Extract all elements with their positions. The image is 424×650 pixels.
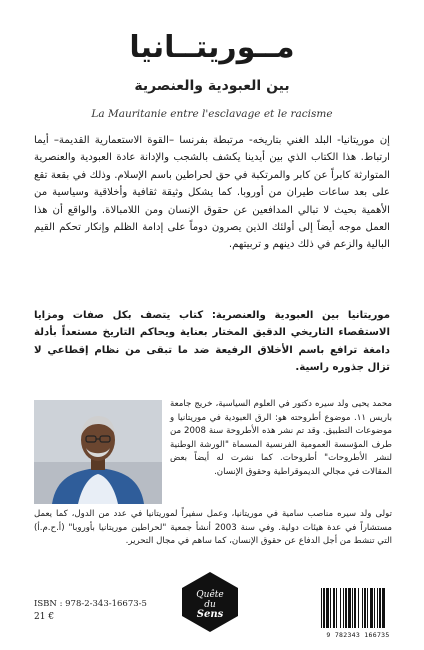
- barcode-bar: [323, 588, 325, 628]
- barcode-bar: [345, 588, 347, 628]
- barcode-bar: [382, 588, 385, 628]
- barcode-bar: [358, 588, 359, 628]
- isbn-label: ISBN : 978-2-343-16673-5: [34, 599, 147, 609]
- barcode-bar: [367, 588, 368, 628]
- barcode-bar: [343, 588, 344, 628]
- blurb-paragraph-1: إن موريتانيا- البلد الغني بتاريخه- مرتبطة بفرنسا –القوة الاستعمارية القديمة– أيما ارتباط. هذا الكتاب الذي بين أيدينا يكشف بالشجب والإدانة عادة العبودية والعنصرية المتوارثة كابراً عن كابر والمرتكبة في حق لحراطين باسم الإسلام. وذلك في بقعة تقع على بعد ساعات طيران من أوروبا. كما يشكل وثيقة ثقافية وأخلاقية وسياسية من الأهمية بحيث لا تبالي المدافعين عن حقوق الإنسان ومن اللامبالاة. والواقع أن هذا العمل موجه أيضاً إلى أولئك الذين يصرون دوماً على إدامة الظلم وإنكار تحكم القيم البالية والزعم في ذلك دينهم و تربيتهم.: [34, 135, 390, 251]
- barcode-bar: [354, 588, 356, 628]
- barcode-bar: [379, 588, 381, 628]
- author-portrait-image: [34, 400, 162, 504]
- barcode-bar: [333, 588, 335, 628]
- publisher-logo-line-2: du: [204, 600, 216, 610]
- book-subtitle-french: La Mauritanie entre l'esclavage et le racisme: [91, 108, 333, 120]
- barcode-bar: [370, 588, 373, 628]
- barcode-bars: [318, 586, 398, 630]
- book-subtitle-arabic: بين العبودية والعنصرية: [134, 78, 290, 94]
- author-bio-bottom: تولى ولد سيره مناصب سامية في موريتانيا، وعمل سفيراً لموريتانيا في عدد من الدول، كما يعمل مستشاراً في عدة هيئات دولية. وفي سنة 2003 أنشأ جمعية "لحراطين موريتانيا بأوروبا" (أ.ح.م.أ) التي تنشط من أجل الدفاع عن حقوق الإنسان، كما ساهم في مجال التحرير.: [34, 509, 393, 547]
- barcode-bar: [364, 588, 366, 628]
- barcode-bar: [374, 588, 375, 628]
- author-photo: [34, 400, 162, 504]
- barcode-bar: [330, 588, 331, 628]
- barcode-bar: [348, 588, 351, 628]
- barcode: [318, 586, 398, 630]
- book-title: مــوريتــانيا: [129, 30, 295, 65]
- barcode-bar: [326, 588, 329, 628]
- barcode-bar: [362, 588, 363, 628]
- barcode-bar: [336, 588, 337, 628]
- publisher-logo-line-3: Sens: [196, 609, 224, 620]
- publisher-logo-line-1: Quête: [196, 590, 224, 600]
- blurb-paragraph-2: موريتانيا بين العبودية والعنصرية: كتاب يتصف بكل صفات ومزايا الاستقصاء التاريخي الدقيق المختار بعناية ويحاكم التاريخ مستعداً بأدلة دامغة ترافع باسم الأخلاق الرفيعة ضد ما تبقى من نظام إقطاعي لا تزال جذوره راسية.: [34, 310, 390, 374]
- price-label: 21 €: [34, 612, 55, 622]
- barcode-bar: [377, 588, 378, 628]
- publisher-logo-text: [186, 590, 234, 620]
- author-bio-top: محمد يحيى ولد سيره دكتور في العلوم السياسية، خريج جامعة باريس ١١. موضوع أطروحته هو: الرق العبودية في موريتانيا و موضوعات التطبيق. وقد تم نشر هذه الأطروحة سنة 2008 من طرف المؤسسة العمومية الفرنسية المسماة "الورشة الوطنية لنشر الأطروحات" أطروحات. كما نشرت له أيضاً بعض المقالات في مجالي الديموقراطية وحقوق الإنسان.: [170, 399, 392, 477]
- barcode-bar: [321, 588, 322, 628]
- barcode-bar: [352, 588, 353, 628]
- barcode-number: 9 782343 166735: [326, 631, 390, 639]
- barcode-bar: [340, 588, 341, 628]
